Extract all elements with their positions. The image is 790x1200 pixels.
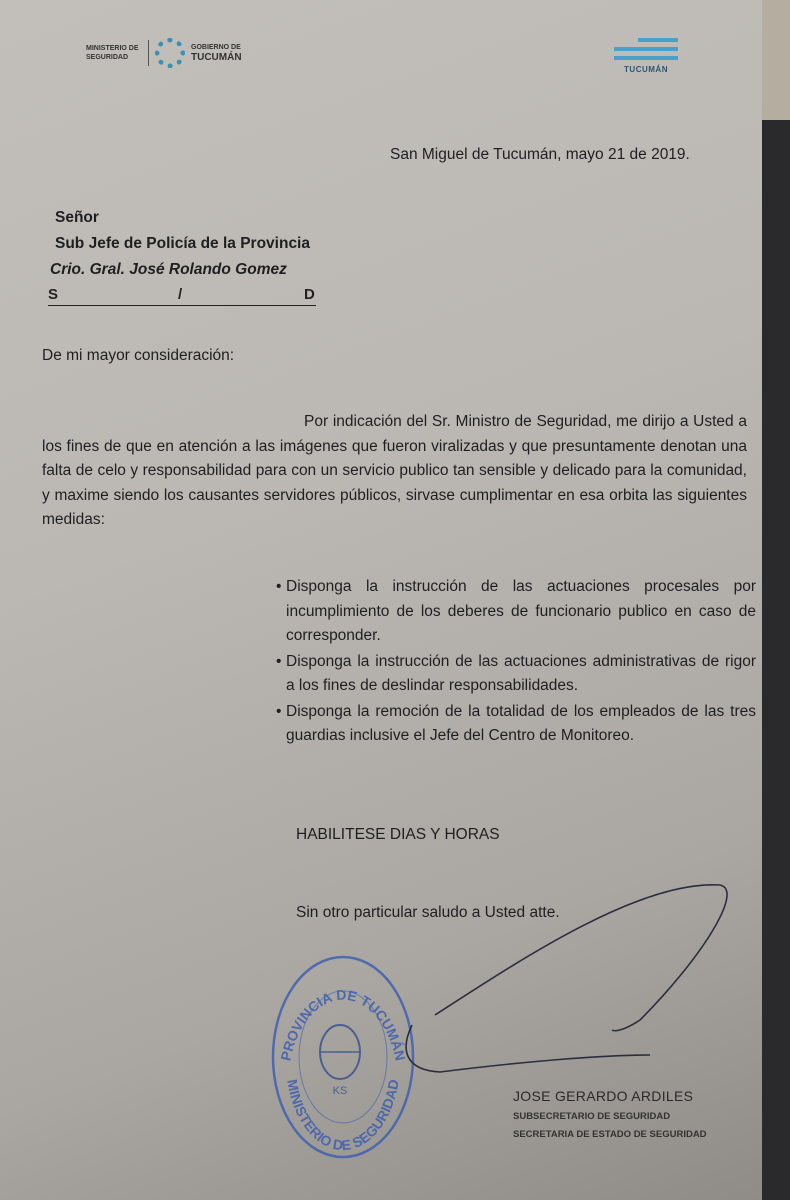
signatory-office: SECRETARIA DE ESTADO DE SEGURIDAD (513, 1129, 707, 1140)
logo-divider (148, 40, 149, 66)
stamp-top-text: PROVINCIA DE TUCUMÁN (277, 986, 409, 1063)
tucuman-logo-text: TUCUMÁN (624, 65, 668, 74)
signatory-name: JOSE GERARDO ARDILES (513, 1088, 694, 1104)
addressee-title: Señor (55, 209, 99, 226)
sd-slash: / (178, 286, 183, 303)
measure-text: Disponga la instrucción de las actuaciones administrativas de rigor a los fines de deslindar responsabilidades. (286, 652, 756, 694)
measure-text: Disponga la instrucción de las actuaciones procesales por incumplimiento de los deberes de funcionario publico en caso de corresponder. (286, 578, 756, 644)
measure-text: Disponga la remoción de la totalidad de los empleados de las tres guardias inclusive el Jefe del Centro de Monitoreo. (286, 702, 756, 744)
ministry-name: MINISTERIO DE SEGURIDAD (86, 45, 139, 61)
date-line: San Miguel de Tucumán, mayo 21 de 2019. (390, 146, 690, 163)
measures-list (268, 575, 756, 750)
body-paragraph (42, 410, 747, 533)
habilitese-line: HABILITESE DIAS Y HORAS (296, 826, 500, 843)
government-label: GOBIERNO DE (191, 43, 241, 51)
body-text: Por indicación del Sr. Ministro de Seguridad, me dirijo a Usted a los fines de que en atención a las imágenes que fueron viralizadas y que presuntamente denotan una falta de celo y responsabilidad para con un servicio publico tan sensible y delicado para la comunidad, y maxime siendo los causantes servidores públicos, sirvase cumplimentar en esa orbita las siguientes medidas: (42, 413, 747, 528)
salutation: De mi mayor consideración: (42, 347, 235, 364)
list-item: • Disponga la instrucción de las actuaciones administrativas de rigor a los fines de deslindar responsabilidades. (276, 652, 756, 694)
flag-bar-icon (638, 38, 678, 42)
list-item: • Disponga la instrucción de las actuaciones procesales por incumplimiento de los deberes de funcionario publico en caso de corresponder. (276, 578, 756, 644)
stamp-initials: KS (332, 1085, 348, 1097)
signatory-title: SUBSECRETARIO DE SEGURIDAD (513, 1111, 671, 1122)
stamp-bottom-text: MINISTERIO DE SEGURIDAD (284, 1078, 402, 1154)
official-stamp (268, 952, 418, 1162)
list-item: • Disponga la remoción de la totalidad de los empleados de las tres guardias inclusive el Jefe del Centro de Monitoreo. (276, 702, 756, 744)
government-name (191, 43, 242, 64)
sd-d: D (304, 286, 315, 303)
sd-line (48, 286, 316, 306)
government-emblem-icon (155, 38, 185, 68)
province-label: TUCUMÁN (191, 51, 242, 63)
sd-s: S (48, 286, 59, 303)
addressee-name: Crio. Gral. José Rolando Gomez (50, 261, 287, 278)
flag-bar-icon (614, 56, 678, 60)
addressee-position: Sub Jefe de Policía de la Provincia (55, 235, 310, 252)
flag-bar-icon (614, 47, 678, 51)
tucuman-logo (614, 38, 678, 74)
closing-line: Sin otro particular saludo a Usted atte. (296, 904, 560, 921)
ministry-logo (86, 38, 242, 68)
